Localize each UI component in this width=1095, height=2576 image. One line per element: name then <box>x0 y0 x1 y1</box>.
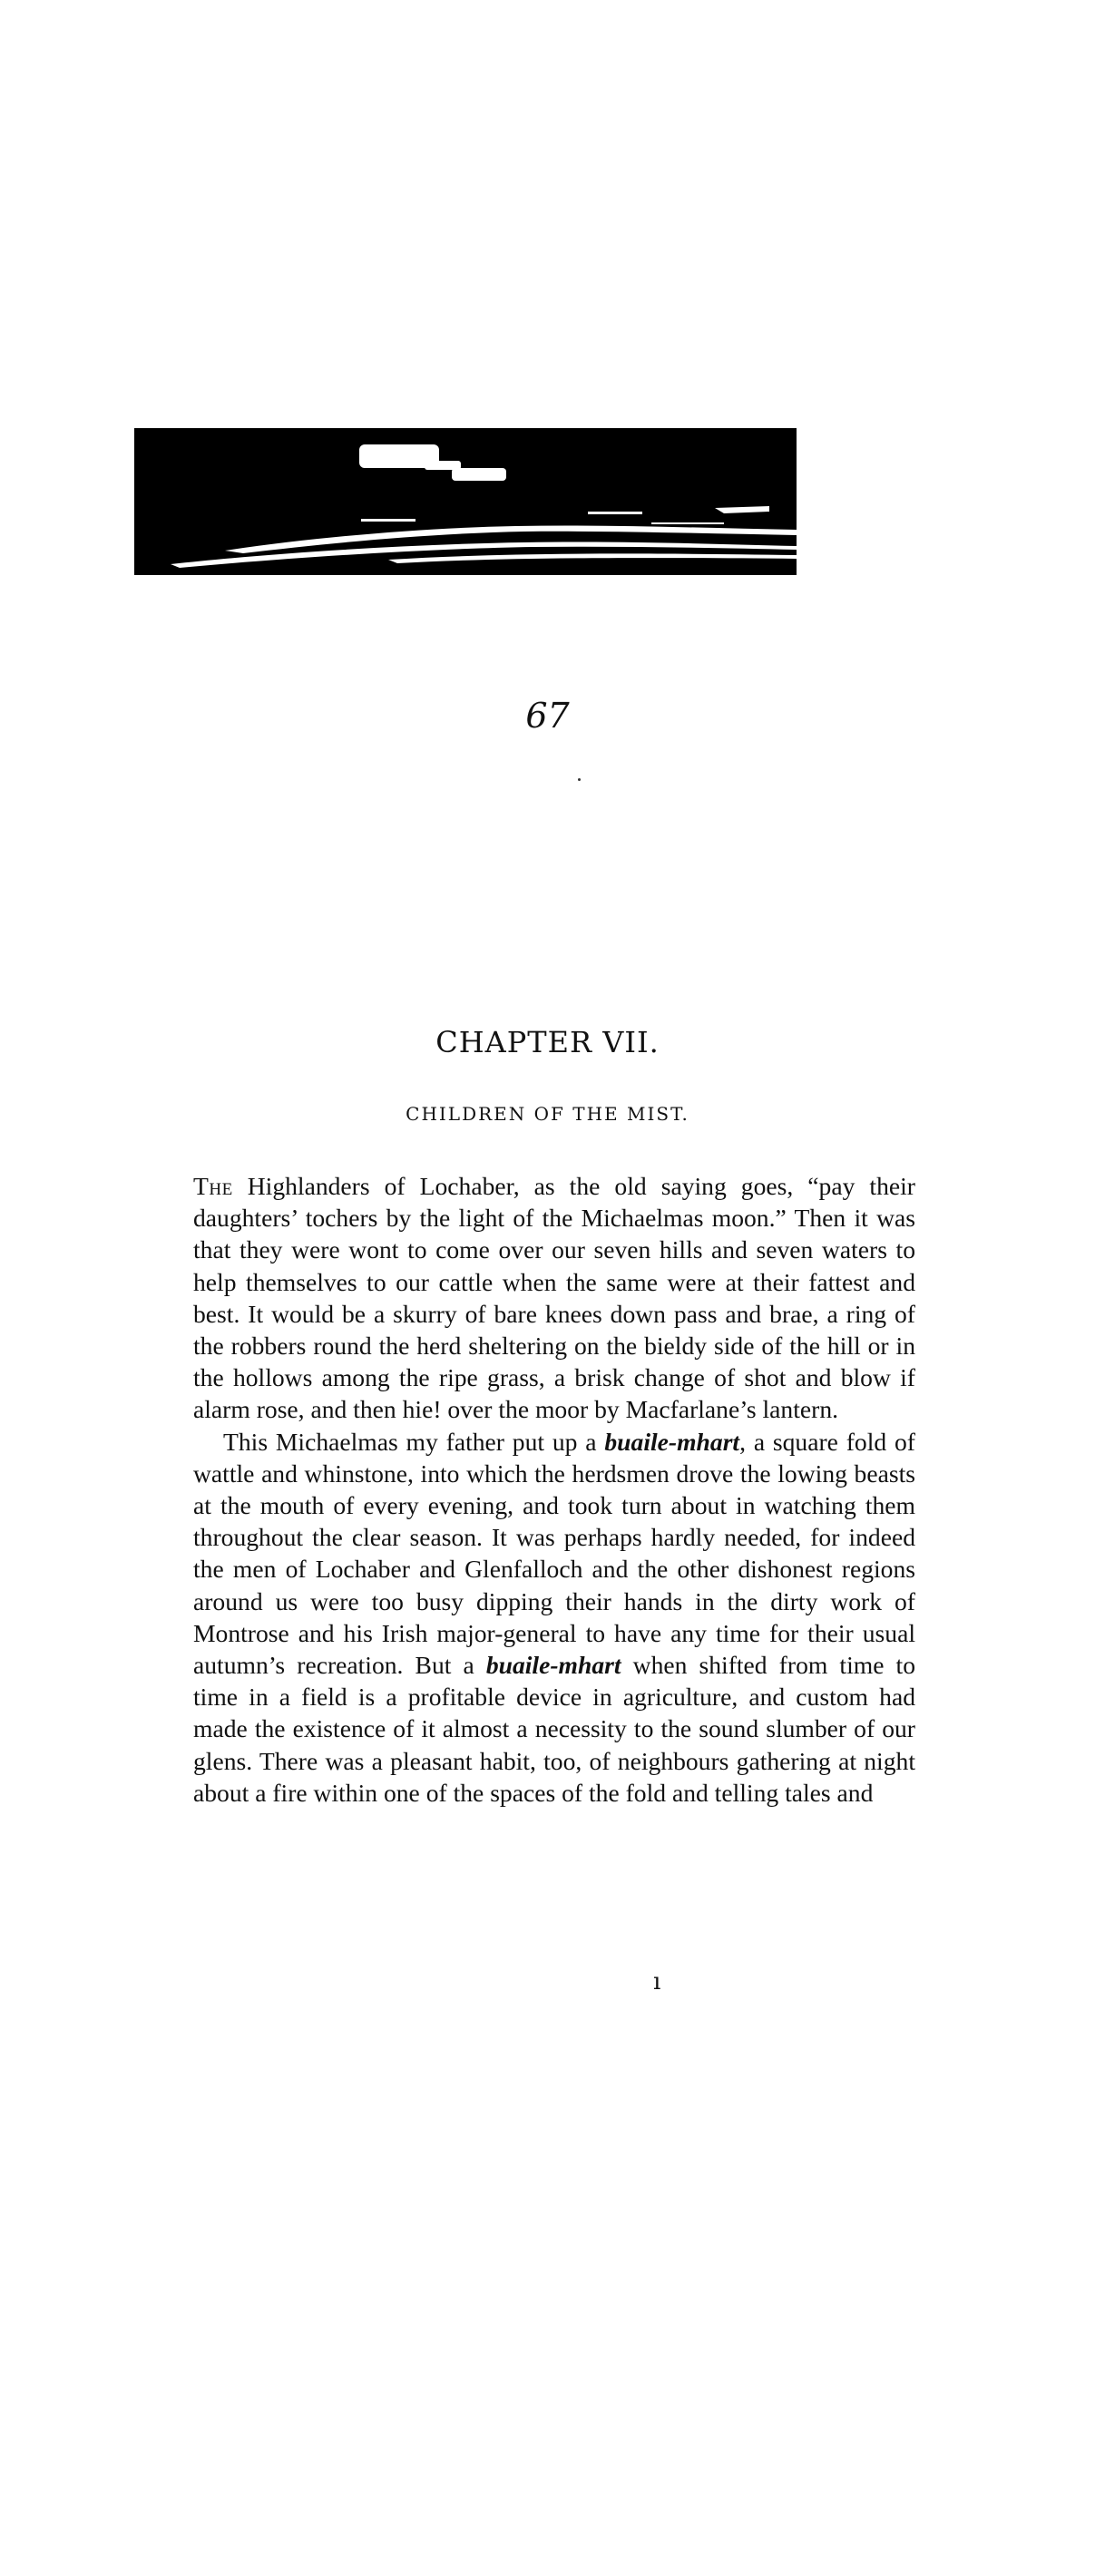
paragraph-1-text: Highlanders of Lochaber, as the old saying goes, “pay their daughters’ tochers by the light of the Michaelmas moon.” Then it was that they were wont to come over our seven hills and seven waters to help themselves to our cattle when the same were at their fattest and best. It would be a skurry of bare knees down pass and brae, a ring of the robbers round the herd sheltering on the bieldy side of the hill or in the hollows among the ripe grass, a brisk change of shot and blow if alarm rose, and then hie! over the moor by Macfarlane’s lantern. <box>193 1172 915 1424</box>
paragraph-2-text-b: , a square fold of wattle and whinstone, into which the herdsmen drove the lowing beasts at the mouth of every evening, and took turn about in watching them throughout the clear season. It was perhaps hardly needed, for indeed the men of Lochaber and Glenfalloch and the other dishonest regions around us were too busy dipping their hands in the dirty work of Montrose and his Irish major-general to have any time for their usual autumn’s recreation. But a <box>193 1427 915 1680</box>
printing-speck <box>578 778 581 781</box>
paragraph-1 <box>193 1170 915 1426</box>
gaelic-term: buaile-mhart <box>485 1651 621 1680</box>
gaelic-term: buaile-mhart <box>604 1427 740 1456</box>
chapter-subtitle: CHILDREN OF THE MIST. <box>406 1103 689 1125</box>
header-ornament <box>134 428 797 575</box>
chapter-title: CHAPTER VII. <box>435 1025 660 1059</box>
paragraph-2-text-c: when shifted from time to time in a field is a profitable device in agriculture, and custom had made the existence of it almost a necessity to the sound slumber of our glens. There was a pleasant habit, too, of neighbours gathering at night about a fire within one of the spaces of the fold and telling tales and <box>193 1651 915 1807</box>
footer-mark: ı <box>653 1968 661 1995</box>
paragraph-2 <box>193 1426 915 1809</box>
paragraph-2-text-a: This Michaelmas my father put up a <box>223 1427 605 1456</box>
page-number: 67 <box>525 696 570 736</box>
body-text <box>193 1170 915 1809</box>
paragraph-1-opening-word: The <box>193 1172 233 1200</box>
